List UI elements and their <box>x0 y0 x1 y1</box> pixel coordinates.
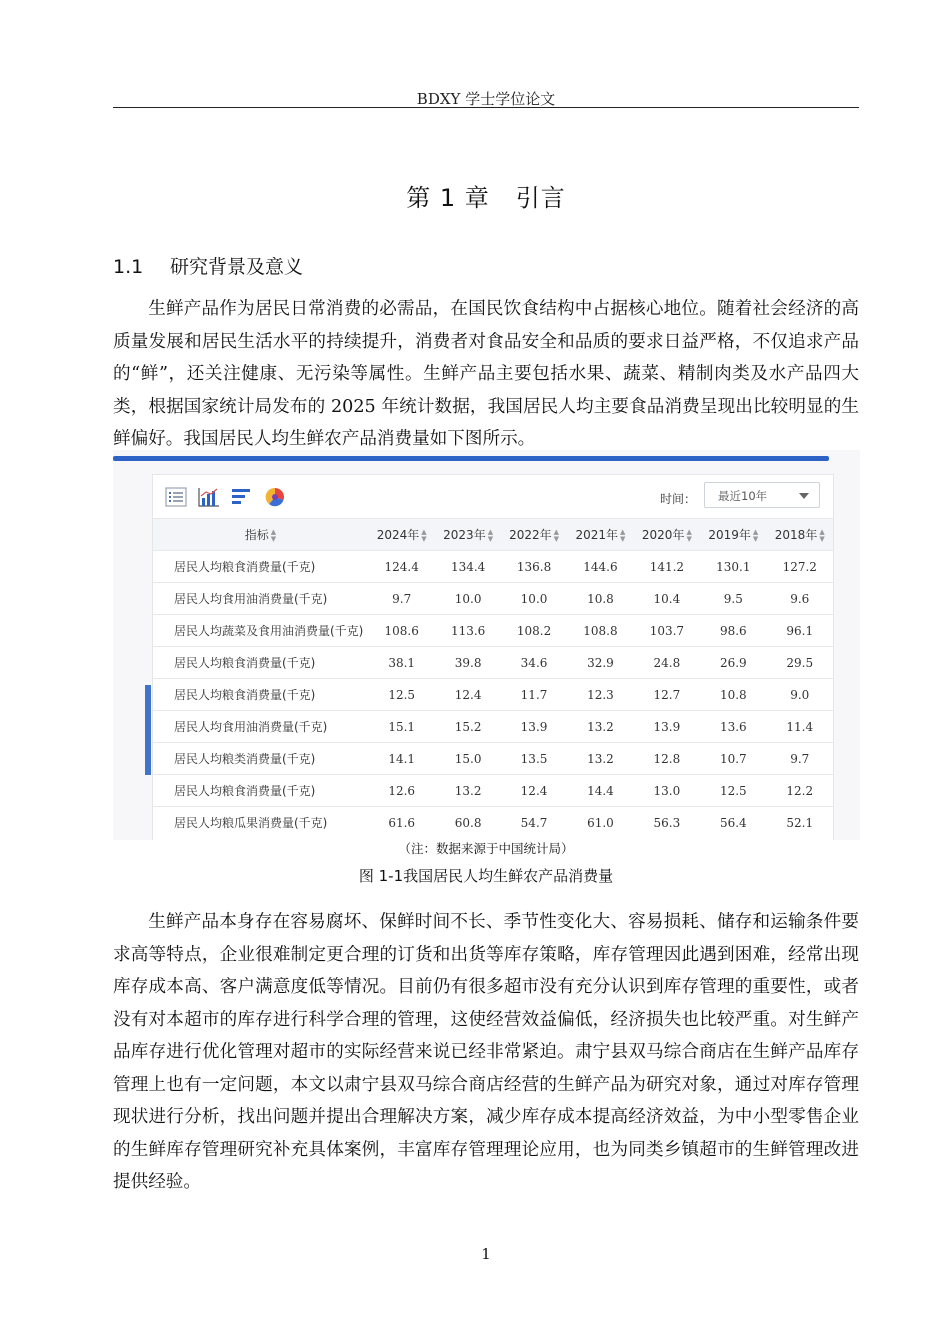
sort-icon[interactable]: ▲ ▼ <box>620 527 626 543</box>
value-cell: 38.1 <box>368 647 435 679</box>
value-cell: 24.8 <box>634 647 700 679</box>
value-cell: 13.6 <box>700 711 766 743</box>
sort-icon[interactable]: ▲ ▼ <box>270 527 277 543</box>
sort-icon[interactable]: ▲ ▼ <box>421 527 427 543</box>
value-cell: 10.0 <box>435 583 500 615</box>
column-header-year[interactable] <box>501 519 567 551</box>
column-header-label: 2022年 <box>509 528 552 542</box>
value-cell: 136.8 <box>501 551 567 583</box>
value-cell: 108.8 <box>567 615 633 647</box>
value-cell: 39.8 <box>435 647 500 679</box>
value-cell: 9.5 <box>700 583 766 615</box>
value-cell: 32.9 <box>567 647 633 679</box>
section-heading <box>113 252 303 279</box>
indicator-cell: 居民人均粮食消费量(千克) <box>153 551 368 583</box>
sort-icon[interactable]: ▲ ▼ <box>553 527 559 543</box>
value-cell: 12.4 <box>435 679 500 711</box>
value-cell: 11.4 <box>767 711 833 743</box>
column-header-label: 指标 <box>244 528 269 542</box>
indicator-cell: 居民人均食用油消费量(千克) <box>153 711 368 743</box>
value-cell: 113.6 <box>435 615 500 647</box>
indicator-cell: 居民人均食用油消费量(千克) <box>153 583 368 615</box>
indicator-cell: 居民人均粮瓜果消费量(千克) <box>153 807 368 839</box>
column-header-indicator[interactable] <box>153 519 368 551</box>
indicator-cell: 居民人均粮食消费量(千克) <box>153 647 368 679</box>
column-header-year[interactable] <box>435 519 500 551</box>
chapter-name: 引言 <box>515 184 566 212</box>
value-cell: 12.8 <box>634 743 700 775</box>
column-header-label: 2019年 <box>708 528 751 542</box>
value-cell: 12.7 <box>634 679 700 711</box>
value-cell: 60.8 <box>435 807 500 839</box>
value-cell: 56.4 <box>700 807 766 839</box>
value-cell: 13.2 <box>435 775 500 807</box>
table-row <box>153 711 833 743</box>
value-cell: 12.5 <box>368 679 435 711</box>
value-cell: 56.3 <box>634 807 700 839</box>
figure-side-accent-bar <box>145 685 151 775</box>
value-cell: 141.2 <box>634 551 700 583</box>
value-cell: 13.0 <box>634 775 700 807</box>
table-row <box>153 775 833 807</box>
body-paragraph: 生鲜产品本身存在容易腐坏、保鲜时间不长、季节性变化大、容易损耗、储存和运输条件要求高等特点，企业很难制定更合理的订货和出货等库存策略，库存管理因此遇到困难，经常出现库存成本高、客户满意度低等情况。目前仍有很多超市没有充分认识到库存管理的重要性，或者没有对本超市的库存进行科学合理的管理，这使经营效益偏低，经济损失也比较严重。对生鲜产品库存进行优化管理对超市的实际经营来说已经非常紧迫。肃宁县双马综合商店在生鲜产品库存管理上也有一定问题，本文以肃宁县双马综合商店经营的生鲜产品为研究对象，通过对库存管理现状进行分析，找出问题并提出合理解决方案，减少库存成本提高经济效益，为中小型零售企业的生鲜库存管理研究补充具体案例，丰富库存管理理论应用，也为同类乡镇超市的生鲜管理改进提供经验。 <box>113 912 859 1192</box>
body-paragraph: 生鲜产品作为居民日常消费的必需品，在国民饮食结构中占据核心地位。随着社会经济的高质量发展和居民生活水平的持续提升，消费者对食品安全和品质的要求日益严格，不仅追求产品的“鲜”，还关注健康、无污染等属性。生鲜产品主要包括水果、蔬菜、精制肉类及水产品四大类，根据国家统计局发布的 2025 年统计数据，我国居民人均主要食品消费呈现出比较明显的生鲜偏好。我国居民人均生鲜农产品消费量如下图所示。 <box>113 299 859 449</box>
value-cell: 52.1 <box>767 807 833 839</box>
time-label: 时间： <box>660 492 697 506</box>
value-cell: 103.7 <box>634 615 700 647</box>
value-cell: 12.2 <box>767 775 833 807</box>
value-cell: 10.8 <box>567 583 633 615</box>
value-cell: 10.4 <box>634 583 700 615</box>
figure-screenshot <box>113 450 860 840</box>
value-cell: 124.4 <box>368 551 435 583</box>
data-panel <box>152 474 834 840</box>
value-cell: 14.4 <box>567 775 633 807</box>
value-cell: 14.1 <box>368 743 435 775</box>
value-cell: 9.7 <box>368 583 435 615</box>
figure-note: （注：数据来源于中国统计局） <box>398 841 574 856</box>
value-cell: 12.3 <box>567 679 633 711</box>
value-cell: 15.2 <box>435 711 500 743</box>
chapter-title <box>113 178 859 213</box>
list-icon[interactable] <box>165 487 187 507</box>
column-header-label: 2020年 <box>641 528 685 542</box>
table-header-row <box>153 519 833 551</box>
value-cell: 134.4 <box>435 551 500 583</box>
table-row <box>153 647 833 679</box>
panel-toolbar <box>153 475 833 520</box>
sort-icon[interactable]: ▲ ▼ <box>487 527 494 543</box>
column-header-label: 2018年 <box>774 528 818 542</box>
value-cell: 29.5 <box>767 647 833 679</box>
section-title: 研究背景及意义 <box>170 256 304 278</box>
column-header-year[interactable] <box>767 519 833 551</box>
column-header-label: 2024年 <box>376 528 420 542</box>
column-header-year[interactable] <box>634 519 700 551</box>
chevron-down-icon <box>799 493 809 499</box>
consumption-table <box>153 518 833 838</box>
value-cell: 15.1 <box>368 711 435 743</box>
value-cell: 10.8 <box>700 679 766 711</box>
indicator-cell: 居民人均蔬菜及食用油消费量(千克) <box>153 615 368 647</box>
table-row <box>153 583 833 615</box>
value-cell: 54.7 <box>501 807 567 839</box>
pie-chart-icon[interactable] <box>264 487 286 507</box>
value-cell: 127.2 <box>767 551 833 583</box>
column-header-year[interactable] <box>368 519 435 551</box>
value-cell: 108.2 <box>501 615 567 647</box>
value-cell: 12.4 <box>501 775 567 807</box>
figure-caption: 图 1-1我国居民人均生鲜农产品消费量 <box>358 867 614 885</box>
value-cell: 144.6 <box>567 551 633 583</box>
table-row <box>153 807 833 839</box>
indicator-cell: 居民人均粮食消费量(千克) <box>153 679 368 711</box>
indicator-cell: 居民人均粮类消费量(千克) <box>153 743 368 775</box>
value-cell: 13.5 <box>501 743 567 775</box>
value-cell: 26.9 <box>700 647 766 679</box>
value-cell: 9.7 <box>767 743 833 775</box>
value-cell: 11.7 <box>501 679 567 711</box>
table-row <box>153 615 833 647</box>
value-cell: 13.9 <box>501 711 567 743</box>
value-cell: 15.0 <box>435 743 500 775</box>
value-cell: 12.6 <box>368 775 435 807</box>
value-cell: 130.1 <box>700 551 766 583</box>
value-cell: 108.6 <box>368 615 435 647</box>
time-range-select[interactable] <box>704 482 820 508</box>
value-cell: 10.7 <box>700 743 766 775</box>
value-cell: 96.1 <box>767 615 833 647</box>
column-header-year[interactable] <box>567 519 633 551</box>
column-header-year[interactable] <box>700 519 766 551</box>
horizontal-bar-icon[interactable] <box>231 487 253 507</box>
value-cell: 61.0 <box>567 807 633 839</box>
value-cell: 13.2 <box>567 711 633 743</box>
header-divider <box>113 107 859 108</box>
value-cell: 98.6 <box>700 615 766 647</box>
section-number: 1.1 <box>113 256 144 278</box>
value-cell: 13.9 <box>634 711 700 743</box>
value-cell: 9.6 <box>767 583 833 615</box>
value-cell: 13.2 <box>567 743 633 775</box>
table-row <box>153 679 833 711</box>
value-cell: 34.6 <box>501 647 567 679</box>
column-header-label: 2021年 <box>575 528 619 542</box>
sort-icon[interactable]: ▲ ▼ <box>819 527 825 543</box>
value-cell: 9.0 <box>767 679 833 711</box>
chapter-label: 第 1 章 <box>406 184 490 212</box>
figure-top-accent-bar <box>113 456 829 461</box>
column-header-label: 2023年 <box>443 528 486 542</box>
table-row <box>153 551 833 583</box>
page-number: 1 <box>481 1245 491 1263</box>
sort-icon[interactable]: ▲ ▼ <box>686 527 692 543</box>
time-range-value: 最近10年 <box>718 489 768 503</box>
table-row <box>153 743 833 775</box>
bar-chart-icon[interactable] <box>198 487 220 507</box>
page-header: BDXY 学士学位论文 <box>416 90 556 108</box>
value-cell: 12.5 <box>700 775 766 807</box>
value-cell: 10.0 <box>501 583 567 615</box>
sort-icon[interactable]: ▲ ▼ <box>752 527 759 543</box>
value-cell: 61.6 <box>368 807 435 839</box>
indicator-cell: 居民人均粮食消费量(千克) <box>153 775 368 807</box>
